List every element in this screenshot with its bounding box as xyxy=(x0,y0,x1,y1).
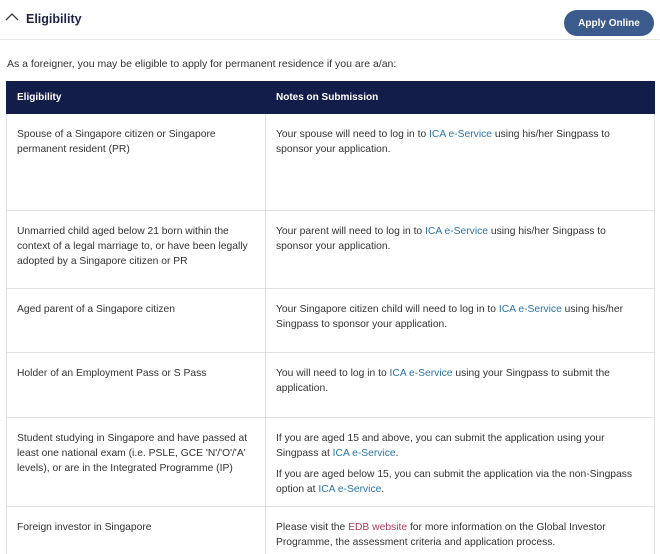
table-row xyxy=(7,507,655,554)
eligibility-cell: Spouse of a Singapore citizen or Singapore permanent resident (PR) xyxy=(7,114,266,211)
ica-eservice-link[interactable]: ICA e-Service xyxy=(318,484,382,495)
intro-text: As a foreigner, you may be eligible to apply for permanent residence if you are a/an: xyxy=(7,58,397,70)
table-row xyxy=(7,211,655,289)
ica-eservice-link[interactable]: ICA e-Service xyxy=(389,368,453,379)
table-row xyxy=(7,289,655,353)
notes-text: Please visit the xyxy=(276,522,349,533)
eligibility-cell: Aged parent of a Singapore citizen xyxy=(7,289,266,353)
notes-cell xyxy=(266,114,655,211)
notes-text: Your Singapore citizen child will need to log in to xyxy=(276,304,499,315)
notes-text: using his/her Singpass to sponsor your application. xyxy=(276,304,624,330)
notes-paragraph xyxy=(276,467,644,497)
notes-text: using his/her Singpass to sponsor your application. xyxy=(276,129,610,155)
notes-cell xyxy=(266,507,655,554)
notes-text: . xyxy=(381,484,385,495)
notes-text: for more information on the Global Investor Programme, the assessment criteria and application process. xyxy=(276,522,606,548)
section-title: Eligibility xyxy=(26,12,82,26)
column-header-notes: Notes on Submission xyxy=(266,82,655,114)
chevron-up-icon[interactable] xyxy=(5,12,19,22)
notes-text: You will need to log in to xyxy=(276,368,390,379)
notes-text: If you are aged below 15, you can submit the application via the non-Singpass option at xyxy=(276,469,633,495)
ica-eservice-link[interactable]: ICA e-Service xyxy=(332,448,396,459)
table-row xyxy=(7,114,655,211)
notes-text: If you are aged 15 and above, you can submit the application using your Singpass at xyxy=(276,433,605,459)
eligibility-table xyxy=(6,81,655,554)
ica-eservice-link[interactable]: ICA e-Service xyxy=(425,226,488,237)
table-row xyxy=(7,418,655,507)
ica-eservice-link[interactable]: ICA e-Service xyxy=(429,129,492,140)
eligibility-cell: Holder of an Employment Pass or S Pass xyxy=(7,353,266,418)
apply-online-button[interactable]: Apply Online xyxy=(564,10,654,36)
eligibility-cell: Foreign investor in Singapore xyxy=(7,507,266,554)
edb-website-link[interactable]: EDB website xyxy=(348,522,408,533)
notes-cell xyxy=(266,418,655,507)
notes-text: . xyxy=(395,448,399,459)
eligibility-cell: Student studying in Singapore and have passed at least one national exam (i.e. PSLE, GCE 'N'/'O'/'A' levels), or are in the Integrated Programme (IP) xyxy=(7,418,266,507)
notes-text: using your Singpass to submit the application. xyxy=(276,368,610,394)
table-header-row xyxy=(7,82,655,114)
notes-text: Your parent will need to log in to xyxy=(276,226,426,237)
notes-paragraph xyxy=(276,431,644,461)
notes-cell xyxy=(266,211,655,289)
column-header-eligibility: Eligibility xyxy=(7,82,266,114)
table-row xyxy=(7,353,655,418)
notes-cell xyxy=(266,289,655,353)
notes-text: using his/her Singpass to sponsor your application. xyxy=(276,226,606,252)
section-header[interactable] xyxy=(0,0,660,40)
notes-cell xyxy=(266,353,655,418)
eligibility-cell: Unmarried child aged below 21 born within the context of a legal marriage to, or have been legally adopted by a Singapore citizen or PR xyxy=(7,211,266,289)
ica-eservice-link[interactable]: ICA e-Service xyxy=(498,304,562,315)
notes-text: Your spouse will need to log in to xyxy=(276,129,430,140)
